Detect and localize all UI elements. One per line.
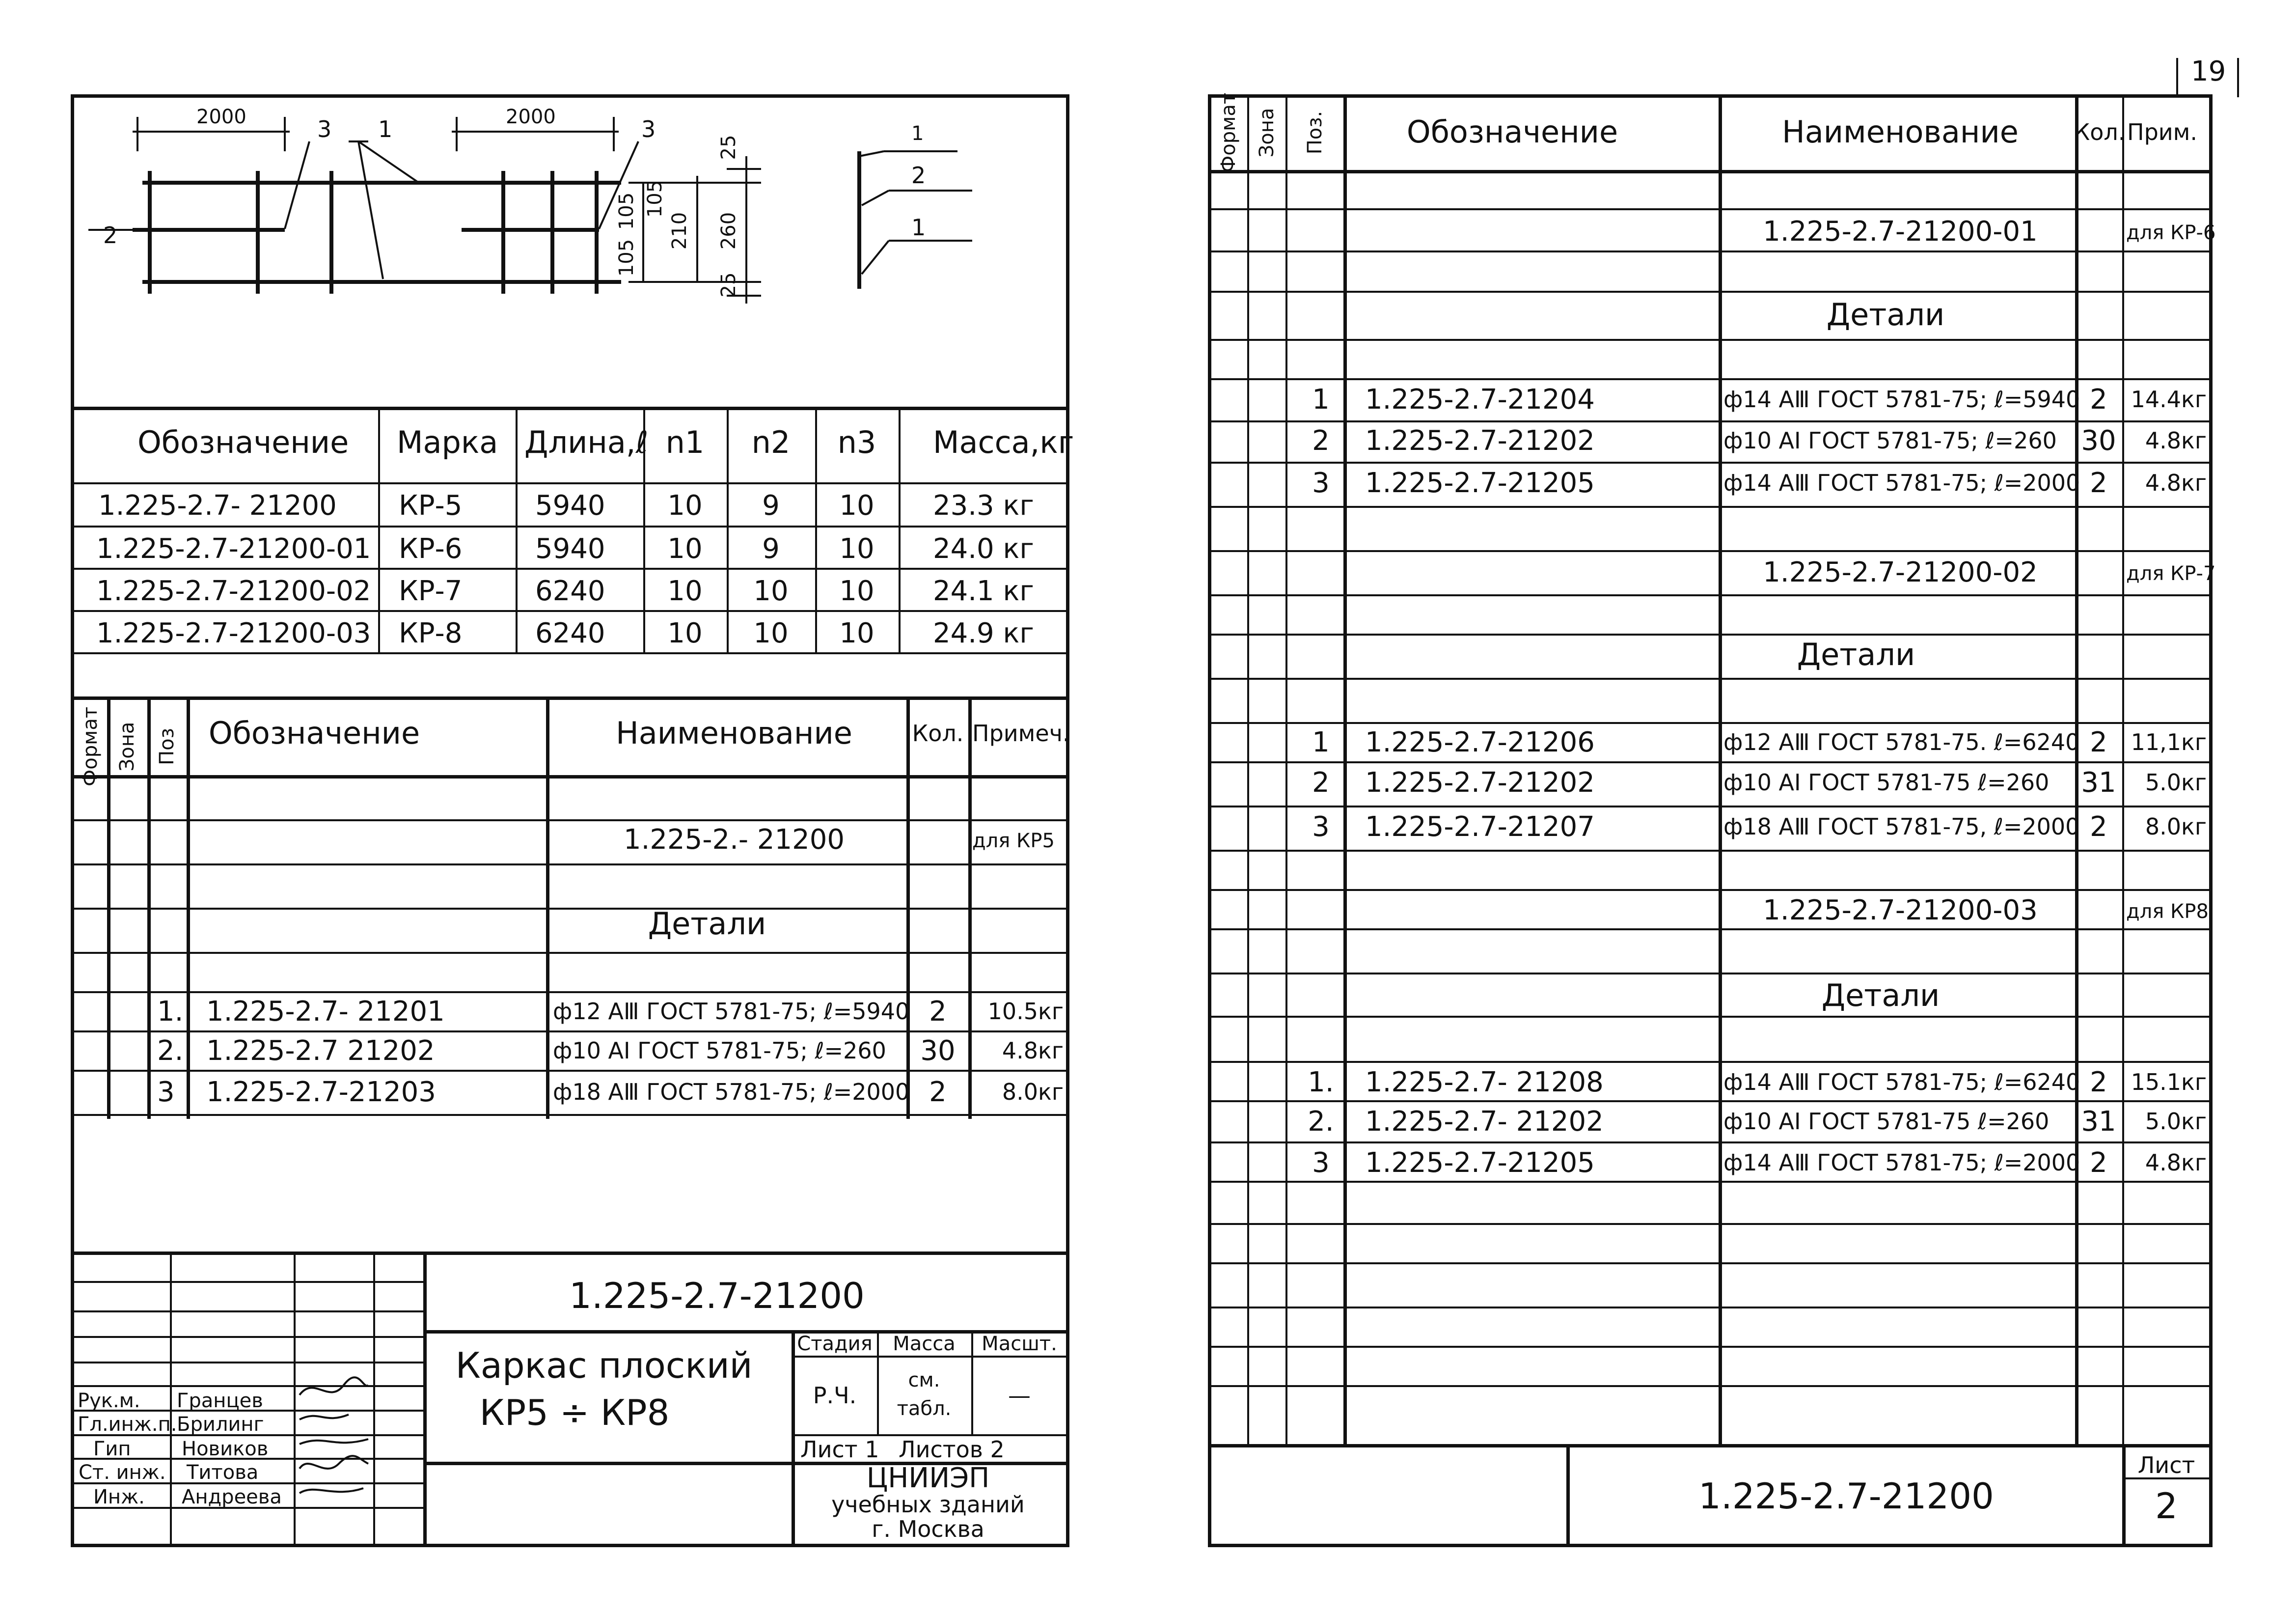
spec1-assembly-note: для КР5 [972, 830, 1055, 852]
table1-header-length: Длина,ℓ [524, 424, 649, 460]
title-block-stage-label: Стадия [797, 1333, 873, 1355]
section-mark-1: 1 [911, 214, 926, 241]
table1-top-border [74, 407, 1066, 410]
section-mark-2: 2 [911, 162, 926, 189]
title-block-sheets-label: Листов 2 [899, 1436, 1005, 1463]
spec1-header-note: Примеч. [972, 720, 1070, 747]
spec1-header-designation: Обозначение [208, 715, 420, 751]
page-number: 19 [2191, 56, 2226, 87]
spec2-header-designation: Обозначение [1406, 114, 1618, 150]
dimension-2000-right: 2000 [506, 106, 556, 128]
title-block-mass-label: Масса [893, 1333, 956, 1355]
title-block-mass-value-2: табл. [897, 1397, 952, 1420]
title-block-org-line3: г. Москва [872, 1516, 984, 1542]
spec1-section-title: Детали [648, 906, 766, 942]
title-block-sheet-label: Лист 1 [800, 1436, 879, 1463]
title-block-title-line2: КР5 ÷ КР8 [479, 1392, 670, 1433]
signatures [295, 1365, 373, 1513]
mark-3-left: 3 [317, 116, 332, 142]
dimension-105-b: 105 [615, 192, 638, 230]
mark-3-right: 3 [641, 116, 656, 142]
spec2-group3-note: для КР8 [2126, 900, 2209, 923]
spec2-group2-note: для КР-7 [2126, 562, 2216, 585]
title-block-org-line1: ЦНИИЭП [866, 1462, 990, 1494]
dimension-105-a: 105 [644, 180, 666, 218]
spec2-group2-section-title: Детали [1797, 637, 1915, 672]
spec2-header-name: Наименование [1782, 114, 2019, 150]
table1-header-n1: n1 [665, 424, 705, 460]
spec1-assembly-designation: 1.225-2.- 21200 [623, 824, 845, 856]
spec1-header-qty: Кол. [912, 720, 964, 747]
page-number-bracket [2237, 58, 2239, 97]
spec1-header-name: Наименование [616, 715, 852, 751]
footer-sheet-number: 2 [2155, 1485, 2178, 1527]
footer-doc-number: 1.225-2.7-21200 [1698, 1475, 1994, 1517]
title-block-stage-value: Р.Ч. [813, 1382, 857, 1409]
dimension-105-c: 105 [615, 239, 638, 277]
spec2-header-qty: Кол. [2074, 119, 2126, 145]
spec1-header-pos: Поз [156, 728, 178, 765]
spec1-header-format: Формат [79, 706, 102, 787]
spec2-header-format: Формат [1217, 92, 1240, 173]
spec2-header-note: Прим. [2127, 119, 2198, 145]
spec2-group3-section-title: Детали [1821, 977, 1940, 1013]
dimension-2000-left: 2000 [196, 106, 246, 128]
spec2-group1-note: для КР-6 [2126, 222, 2216, 244]
spec1-top-border [74, 696, 1066, 700]
mark-2: 2 [103, 222, 118, 249]
title-block-doc-number: 1.225-2.7-21200 [569, 1275, 865, 1316]
dimension-260: 260 [717, 212, 740, 250]
footer-stamp-divider [1566, 1444, 1570, 1547]
dimension-25-bottom: 25 [717, 272, 740, 298]
title-block-scale-label: Масшт. [982, 1333, 1057, 1355]
spec2-group1-designation: 1.225-2.7-21200-01 [1763, 216, 2038, 248]
title-block-top-border [74, 1251, 1066, 1255]
spec2-header-zone: Зона [1256, 108, 1278, 158]
table1-header-n2: n2 [751, 424, 791, 460]
section-mark-1-top: 1 [911, 122, 924, 145]
dimension-25-top: 25 [717, 135, 740, 160]
title-block-mass-value: см. [908, 1369, 940, 1391]
spec1-header-zone: Зона [116, 722, 138, 772]
mark-1: 1 [378, 116, 393, 142]
dimension-210: 210 [668, 212, 691, 250]
table1-header-mark: Марка [397, 424, 498, 460]
spec2-group1-section-title: Детали [1826, 297, 1945, 333]
page-number-bracket [2176, 58, 2178, 97]
spec2-header-pos: Поз. [1304, 111, 1326, 155]
table1-header-designation: Обозначение [137, 424, 349, 460]
spec2-group2-designation: 1.225-2.7-21200-02 [1763, 556, 2038, 588]
spec2-group3-designation: 1.225-2.7-21200-03 [1763, 894, 2038, 926]
title-block-title-line1: Каркас плоский [455, 1345, 753, 1386]
table1-header-mass: Масса,кг [933, 424, 1074, 460]
table1-header-n3: n3 [837, 424, 876, 460]
title-block-scale-value: — [1008, 1382, 1031, 1409]
title-block-org-line2: учебных зданий [831, 1491, 1025, 1518]
footer-sheet-label: Лист [2137, 1452, 2195, 1478]
